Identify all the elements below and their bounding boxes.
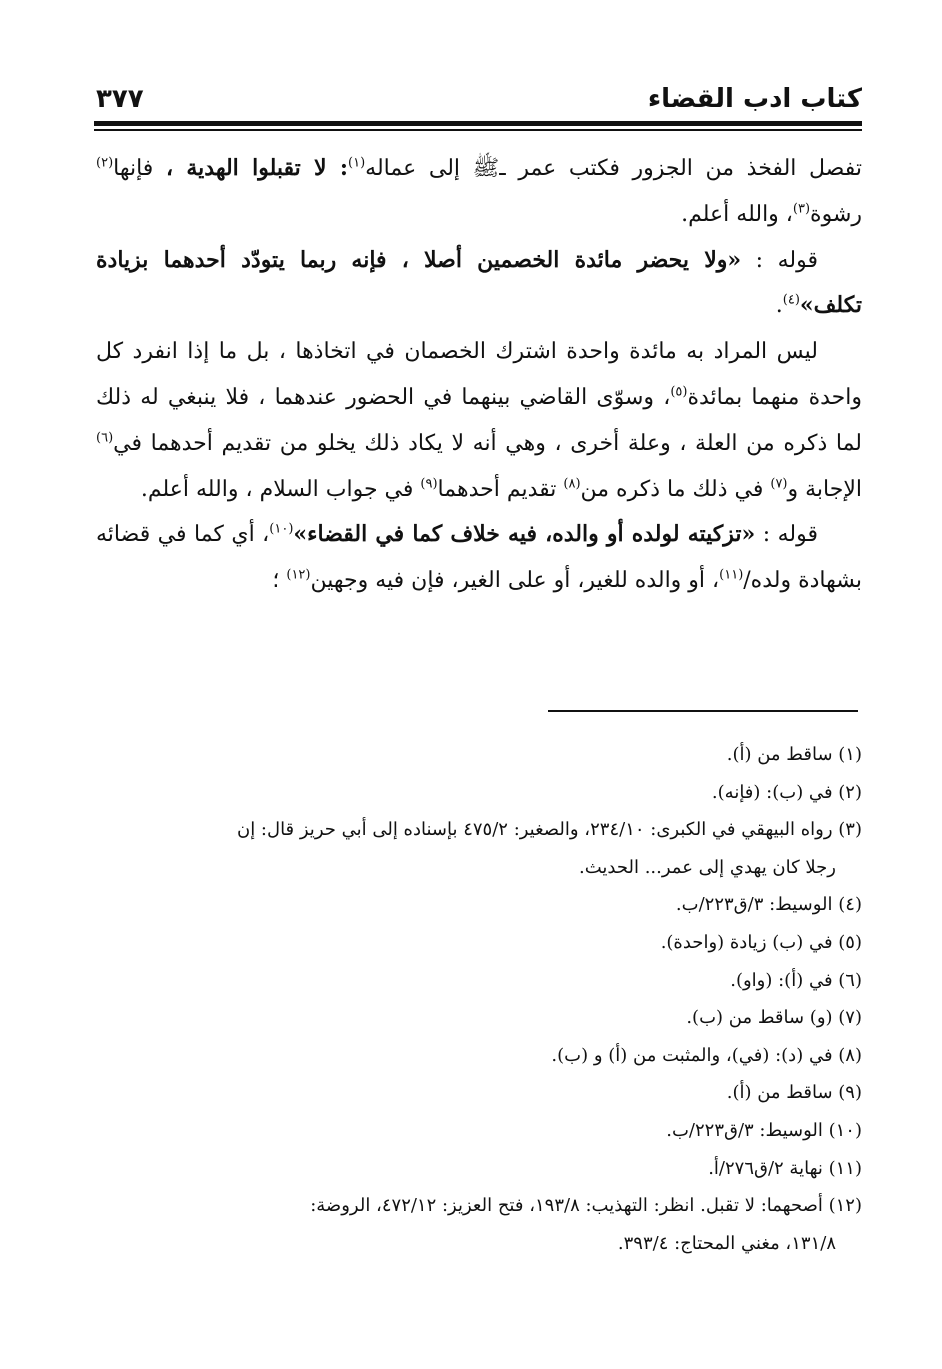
running-header (96, 82, 862, 118)
footnote-10: (١٠) الوسيط: ٣/ق٢٢٣/ب. (666, 1119, 862, 1141)
footnote-12-continued: ١٣١/٨، مغني المحتاج: ٣٩٣/٤. (617, 1232, 836, 1254)
footnote-2: (٢) في (ب): (فإنه). (711, 781, 862, 803)
paragraph-1: تفصل الفخذ من الجزور فكتب عمر ـﷺ إلى عماله$^{(١)}$: لا تقبلوا الهدية ، فإنها$^{(٢)}$ رشوة$^{(٣)}$، والله أعلم. (96, 155, 863, 227)
quoted-text: «ولا يحضر مائدة الخصمين أصلا ، فإنه ربما يتودّد أحدهما بزيادة تكلف» (96, 246, 862, 319)
main-text (96, 146, 862, 604)
footnote-ref: (٢) (96, 155, 114, 171)
quoted-text: «تزكيته لولده أو والده، فيه خلاف كما في القضاء» (293, 521, 756, 548)
paragraph-3: ليس المراد به مائدة واحدة اشترك الخصمان في اتخاذها ، بل ما إذا انفرد كل واحدة منهما بمائدة$^{(٥)}$، وسوّى القاضي بينهما في الحضور عندهما ، فلا ينبغي له ذلك لما ذكره من العلة ، وعلة أخرى ، وهي أنه لا يكاد ذلك يخلو من تقديم أحدهما في$^{(٦)}$ الإجابة و$^{(٧)}$ في ذلك ما ذكره من$^{(٨)}$ تقديم أحدهما$^{(٩)}$ في جواب السلام ، والله أعلم. (96, 339, 862, 502)
footnotes (96, 736, 862, 1262)
page-number: ٣٧٧ (96, 84, 144, 114)
footnote-ref: (٥) (670, 384, 688, 400)
book-title: كتاب ادب القضاء (647, 84, 862, 114)
footnote-6: (٦) في (أ): (واو). (730, 969, 862, 991)
footnote-4: (٤) الوسيط: ٣/ق٢٢٣/ب. (675, 894, 862, 916)
footnote-ref: (٨) (563, 476, 581, 492)
footnote-ref: (١) (348, 155, 366, 171)
footnote-12: (١٢) أصحهما: لا تقبل. انظر: التهذيب: ١٩٣/٨، فتح العزيز: ٤٧٢/١٢، الروضة: (310, 1195, 862, 1217)
footnote-ref: (١١) (719, 567, 744, 583)
footnote-ref: (٦) (96, 430, 114, 446)
header-rule-thin (94, 129, 862, 131)
footnote-ref: (٣) (792, 201, 811, 217)
footnote-1: (١) ساقط من (أ). (726, 744, 862, 765)
footnote-ref: (١٠) (269, 522, 294, 538)
footnote-ref: (١٢) (286, 567, 311, 583)
footnote-ref: (٤) (782, 293, 800, 309)
footnote-3: (٣) رواه البيهقي في الكبرى: ٢٣٤/١٠، والصغير: ٤٧٥/٢ بإسناده إلى أبي حريز قال: إن (236, 819, 862, 841)
footnote-separator (548, 710, 858, 712)
footnote-9: (٩) ساقط من (أ). (726, 1082, 862, 1104)
paragraph-4: قوله : «تزكيته لولده أو والده، فيه خلاف كما في القضاء»$^{(١٠)}$، أي كما في قضائه بشهادة ولده/$^{(١١)}$، أو والده للغير، أو على الغير، فإن فيه وجهين$^{(١٢)}$ ؛ (96, 521, 862, 594)
footnote-8: (٨) في (د): (في)، والمثبت من (أ) و (ب). (551, 1044, 862, 1066)
footnote-5: (٥) في (ب) زيادة (واحدة). (660, 931, 862, 953)
paragraph-2: قوله : «ولا يحضر مائدة الخصمين أصلا ، فإنه ربما يتودّد أحدهما بزيادة تكلف»$^{(٤)}$. (96, 246, 862, 319)
footnote-ref: (٩) (420, 476, 438, 492)
footnote-7: (٧) (و) ساقط من (ب). (686, 1007, 862, 1029)
honorific-glyph: ﷺ (472, 156, 500, 181)
footnote-3-continued: رجلا كان يهدي إلى عمر... الحديث. (579, 856, 836, 878)
header-rule-thick (94, 121, 862, 126)
footnote-11: (١١) نهاية ٢/ق٢٧٦/أ. (708, 1157, 862, 1179)
footnote-ref: (٧) (770, 476, 788, 492)
